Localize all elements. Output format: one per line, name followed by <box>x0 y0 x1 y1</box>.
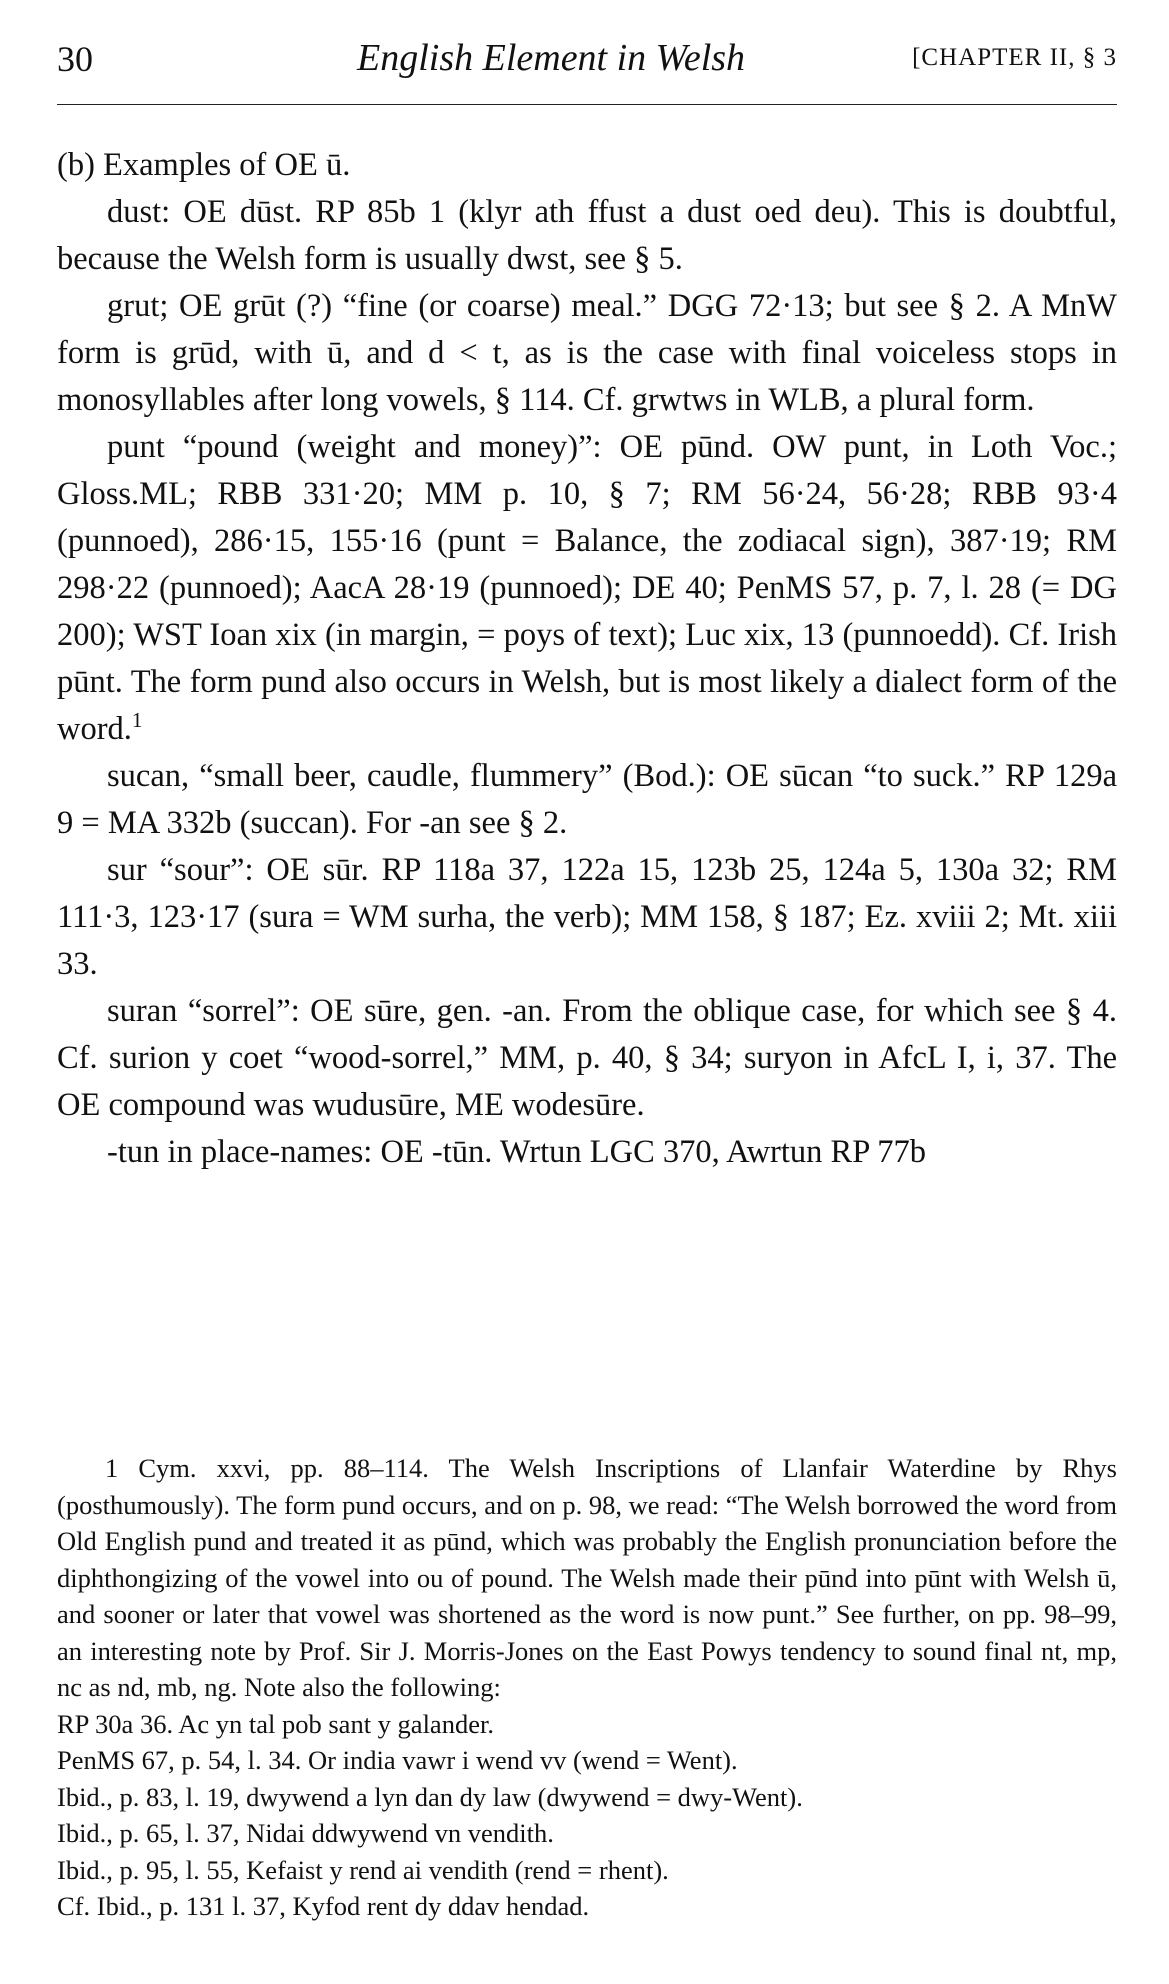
citation-line: Ibid., p. 83, l. 19, dwywend a lyn dan dy law (dwywend = dwy-Went). <box>57 1781 803 1812</box>
footnotes <box>57 1450 1117 1925</box>
citation-line: RP 30a 36. Ac yn tal pob sant y galander. <box>57 1708 494 1739</box>
entry-sur: sur “sour”: OE sūr. RP 118a 37, 122a 15, 123b 25, 124a 5, 130a 32; RM 111·3, 123·17 (sura = WM surha, the verb); MM 158, § 187; Ez. xviii 2; Mt. xiii 33. <box>57 852 1117 982</box>
citation-line: Ibid., p. 95, l. 55, Kefaist y rend ai vendith (rend = rhent). <box>57 1854 669 1885</box>
entry-tun: -tun in place-names: OE -tūn. Wrtun LGC 370, Awrtun RP 77b <box>107 1134 926 1170</box>
citation-line: Cf. Ibid., p. 131 l. 37, Kyfod rent dy ddav hendad. <box>57 1891 590 1921</box>
entry-punt-text: punt “pound (weight and money)”: OE pūnd. OW punt, in Loth Voc.; Gloss.ML; RBB 331·20; MM p. 10, § 7; RM 56·24, 56·28; RBB 93·4 (punnoed), 286·15, 155·16 (punt = Balance, the zodiacal sign), 387·19; RM 298·22 (punnoed); AacA 28·19 (punnoed); DE 40; PenMS 57, p. 7, l. 28 (= DG 200); WST Ioan xix (in margin, = poys of text); Luc xix, 13 (punnoedd). Cf. Irish pūnt. The form pund also occurs in Welsh, but is most likely a dialect form of the word. <box>57 429 1117 747</box>
page <box>57 30 1117 1921</box>
main-text <box>57 142 1117 1176</box>
entry-suran: suran “sorrel”: OE sūre, gen. -an. From the oblique case, for which see § 4. Cf. surion y coet “wood-sorrel,” MM, p. 40, § 34; suryon in AfcL I, i, 37. The OE compound was wudusūre, ME wodesūre. <box>57 993 1117 1123</box>
entry-sucan: sucan, “small beer, caudle, flummery” (Bod.): OE sūcan “to suck.” RP 129a 9 = MA 332b (succan). For -an see § 2. <box>57 758 1117 841</box>
running-title: English Element in Welsh <box>357 37 746 79</box>
entry-dust: dust: OE dūst. RP 85b 1 (klyr ath ffust a dust oed deu). This is doubtful, because the Welsh form is usually dwst, see § 5. <box>57 194 1117 277</box>
page-header <box>57 30 1117 90</box>
page-number: 30 <box>57 39 93 79</box>
entry-grut: grut; OE grūt (?) “fine (or coarse) meal.” DGG 72·13; but see § 2. A MnW form is grūd, with ū, and d < t, as is the case with final voiceless stops in monosyllables after long vowels, § 114. Cf. grwtws in WLB, a plural form. <box>57 288 1117 418</box>
citation-line: PenMS 67, p. 54, l. 34. Or india vawr i wend vv (wend = Went). <box>57 1745 738 1775</box>
entry-punt <box>57 424 1117 753</box>
citation-line: Ibid., p. 65, l. 37, Nidai ddwywend vn vendith. <box>57 1818 554 1848</box>
footnote-ref[interactable]: 1 <box>131 708 143 733</box>
section-heading: (b) Examples of OE ū. <box>57 147 351 183</box>
footnote-1: 1 Cym. xxvi, pp. 88–114. The Welsh Inscriptions of Llanfair Waterdine by Rhys (posthumously). The form pund occurs, and on p. 98, we read: “The Welsh borrowed the word from Old English pund and treated it as pūnd, which was probably the English pronunciation before the diphthongizing of the vowel into ou of pound. The Welsh made their pūnd into pūnt with Welsh ū, and sooner or later that vowel was shortened as the word is now punt.” See further, on pp. 98–99, an interesting note by Prof. Sir J. Morris-Jones on the East Powys tendency to sound final nt, mp, nc as nd, mb, ng. Note also the following: <box>57 1453 1117 1702</box>
header-rule <box>57 104 1117 105</box>
chapter-reference: [CHAPTER II, § 3 <box>912 44 1117 71</box>
